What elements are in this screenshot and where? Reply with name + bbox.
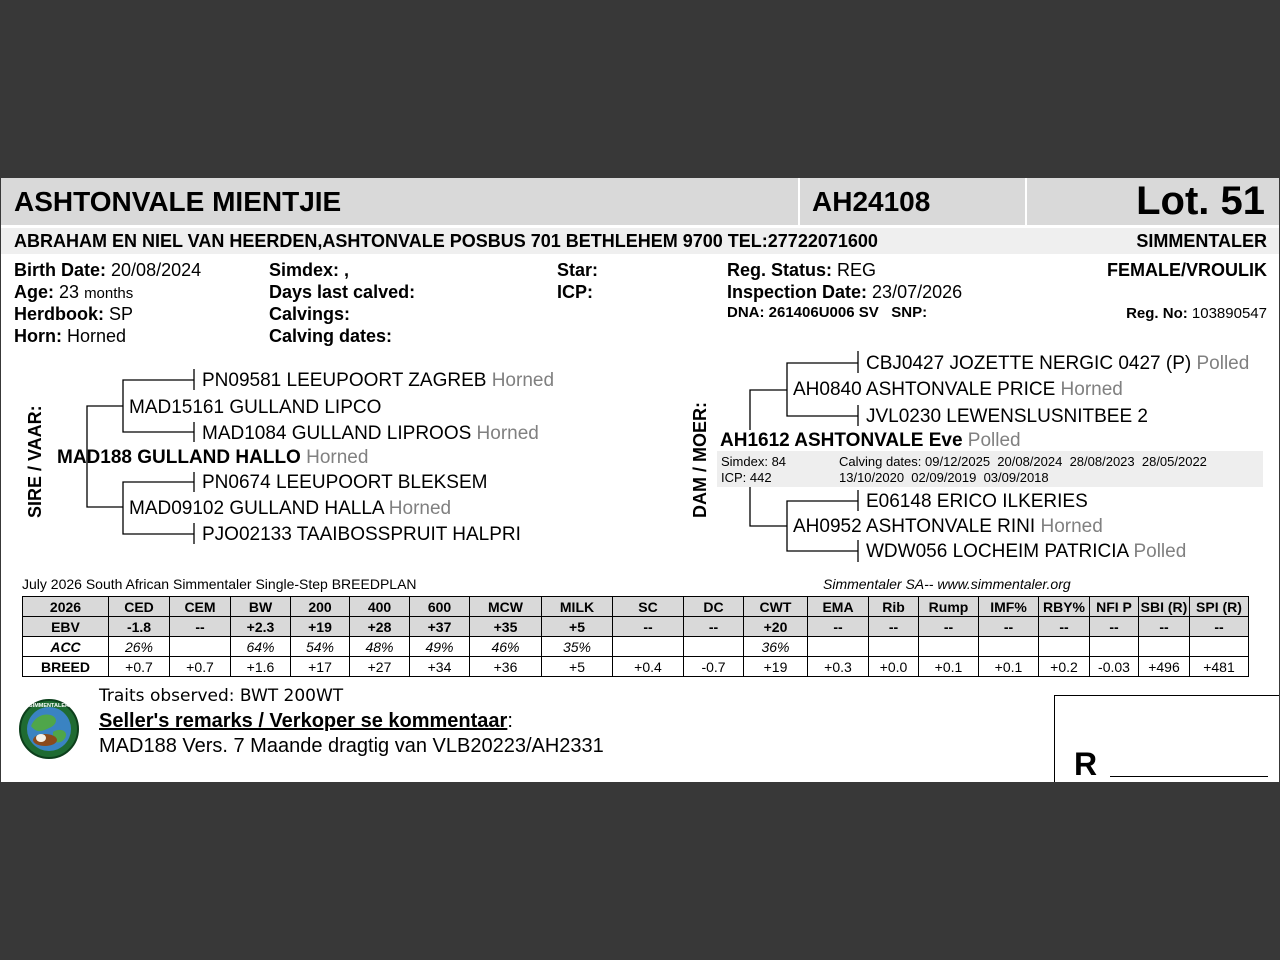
simdex-label: Simdex: , (269, 260, 350, 280)
logo-text: SIMMENTALER (29, 703, 69, 709)
ebv-cell: EMA (808, 597, 869, 617)
ebv-cell: 35% (542, 637, 613, 657)
ebv-cell: +0.7 (109, 657, 170, 677)
ebv-cell: -- (613, 617, 684, 637)
reg-no: 103890547 (1191, 305, 1267, 322)
ebv-cell: -- (979, 617, 1039, 637)
lot-card (1, 178, 1279, 782)
ebv-cell: +36 (470, 657, 542, 677)
ebv-cell: +27 (350, 657, 410, 677)
ebv-cell: +17 (291, 657, 350, 677)
ebv-cell: -0.7 (684, 657, 744, 677)
age-value: 23 (59, 282, 80, 302)
ebv-cell (613, 637, 684, 657)
ebv-cell: -1.8 (109, 617, 170, 637)
pedigree-ds: AH0840 ASHTONVALE PRICE Horned (793, 379, 1123, 400)
pedigree-sdd: PJO02133 TAAIBOSSPRUIT HALPRI (202, 524, 521, 545)
ebv-cell: 600 (410, 597, 470, 617)
ebv-cell (170, 637, 231, 657)
ebv-cell: +0.1 (919, 657, 979, 677)
dna-line: DNA: 261406U006 SV SNP: (727, 304, 928, 321)
r-signature-line (1110, 776, 1268, 777)
ebv-cell: BW (231, 597, 291, 617)
remarks-heading (99, 710, 513, 733)
icp-label: ICP: (557, 282, 593, 302)
ebv-cell: +0.3 (808, 657, 869, 677)
pedigree-dam: AH1612 ASHTONVALE Eve Polled (720, 430, 1021, 451)
inspection-row: Inspection Date: 23/07/2026 (727, 282, 963, 302)
ebv-cell (1139, 637, 1190, 657)
ebv-cell: Rump (919, 597, 979, 617)
ebv-cell: +496 (1139, 657, 1190, 677)
age-unit: months (84, 285, 134, 302)
horn-value: Horned (67, 326, 127, 346)
herdbook-value: SP (109, 304, 134, 324)
horn-row: Horn: Horned (14, 326, 127, 346)
ebv-cell: 2026 (23, 597, 109, 617)
dam-label: DAM / MOER: (690, 402, 710, 518)
ebv-cell: +19 (291, 617, 350, 637)
remarks-text: MAD188 Vers. 7 Maande dragtig van VLB20223/AH2331 (99, 735, 604, 757)
ebv-cell: +34 (410, 657, 470, 677)
ebv-cell: -- (1190, 617, 1249, 637)
ebv-row (23, 617, 1249, 637)
ebv-cell: +28 (350, 617, 410, 637)
ebv-cell: +20 (744, 617, 808, 637)
ebv-cell: BREED (23, 657, 109, 677)
r-label: R (1074, 746, 1098, 782)
ebv-cell: +0.1 (979, 657, 1039, 677)
ebv-cell: SPI (R) (1190, 597, 1249, 617)
ebv-cell: MILK (542, 597, 613, 617)
ebv-cell: 26% (109, 637, 170, 657)
ebv-cell (979, 637, 1039, 657)
ebv-cell: SBI (R) (1139, 597, 1190, 617)
ebv-cell: -- (1039, 617, 1090, 637)
pedigree-sire: MAD188 GULLAND HALLO Horned (57, 447, 369, 468)
remarks-colon: : (507, 710, 513, 732)
ebv-cell: -- (869, 617, 919, 637)
days-last-calved-label: Days last calved: (269, 282, 416, 302)
pedigree-ddd: WDW056 LOCHEIM PATRICIA Polled (866, 541, 1187, 562)
ebv-cell: +0.4 (613, 657, 684, 677)
ebv-cell: ACC (23, 637, 109, 657)
dam-info-box (717, 451, 1263, 487)
ebv-cell: EBV (23, 617, 109, 637)
pedigree-dsd: JVL0230 LEWENSLUSNITBEE 2 (866, 406, 1148, 427)
dam-calving-dates-2: 13/10/2020 02/09/2019 03/09/2018 (839, 470, 1049, 485)
ebv-cell: Rib (869, 597, 919, 617)
pedigree-sss: PN09581 LEEUPOORT ZAGREB Horned (202, 370, 555, 391)
breedplan-site: Simmentaler SA-- www.simmentaler.org (823, 576, 1071, 592)
ebv-cell: IMF% (979, 597, 1039, 617)
age-row: Age: 23 months (14, 282, 134, 302)
birth-date-row: Birth Date: 20/08/2024 (14, 260, 202, 280)
ebv-cell: MCW (470, 597, 542, 617)
calvings-label: Calvings: (269, 304, 351, 324)
ebv-cell: -- (919, 617, 979, 637)
sire-label: SIRE / VAAR: (25, 405, 45, 518)
ebv-cell: +0.7 (170, 657, 231, 677)
reg-status-row: Reg. Status: REG (727, 260, 877, 280)
ebv-cell: 49% (410, 637, 470, 657)
ebv-cell (1190, 637, 1249, 657)
pedigree-sd: MAD09102 GULLAND HALLA Horned (129, 498, 452, 519)
ebv-cell: SC (613, 597, 684, 617)
pedigree-ss: MAD15161 GULLAND LIPCO (129, 397, 382, 418)
ebv-table (22, 596, 1249, 677)
inspection-date: 23/07/2026 (872, 282, 963, 302)
ebv-cell: 54% (291, 637, 350, 657)
ebv-cell: CED (109, 597, 170, 617)
ebv-cell: 64% (231, 637, 291, 657)
pedigree-ssd: MAD1084 GULLAND LIPROOS Horned (202, 423, 539, 444)
ebv-cell (1090, 637, 1139, 657)
ebv-cell: +1.6 (231, 657, 291, 677)
ebv-cell: 200 (291, 597, 350, 617)
ebv-cell (808, 637, 869, 657)
ebv-cell: -0.03 (1090, 657, 1139, 677)
herdbook-row: Herdbook: SP (14, 304, 134, 324)
owner-text: ABRAHAM EN NIEL VAN HEERDEN,ASHTONVALE POSBUS 701 BETHLEHEM 9700 TEL:27722071600 (14, 231, 878, 251)
dam-simdex: Simdex: 84 (721, 454, 787, 469)
ebv-cell: +35 (470, 617, 542, 637)
ebv-cell: -- (170, 617, 231, 637)
breed-row (23, 657, 1249, 677)
animal-name: ASHTONVALE MIENTJIE (14, 186, 342, 217)
sex-label: FEMALE/VROULIK (1107, 260, 1267, 280)
pedigree-dds: E06148 ERICO ILKERIES (866, 491, 1088, 512)
pedigree-dd: AH0952 ASHTONVALE RINI Horned (793, 516, 1103, 537)
breed-label: SIMMENTALER (1136, 231, 1267, 251)
acc-row (23, 637, 1249, 657)
ebv-cell: CEM (170, 597, 231, 617)
ebv-cell: 48% (350, 637, 410, 657)
ebv-cell: -- (684, 617, 744, 637)
ebv-cell: +37 (410, 617, 470, 637)
simmentaler-logo (15, 698, 83, 760)
ebv-cell (919, 637, 979, 657)
ebv-cell: +481 (1190, 657, 1249, 677)
reg-no-row: Reg. No: 103890547 (1126, 305, 1267, 322)
ebv-cell: CWT (744, 597, 808, 617)
ebv-cell (869, 637, 919, 657)
ebv-header-row (23, 597, 1249, 617)
ebv-cell: 36% (744, 637, 808, 657)
dam-icp: ICP: 442 (721, 470, 772, 485)
ebv-cell: -- (1139, 617, 1190, 637)
ebv-cell: -- (808, 617, 869, 637)
breedplan-title: July 2026 South African Simmentaler Single-Step BREEDPLAN (22, 576, 417, 592)
ebv-cell: DC (684, 597, 744, 617)
remarks-title: Seller's remarks / Verkoper se kommentaar (99, 710, 508, 732)
ebv-cell: 400 (350, 597, 410, 617)
pedigree-dss: CBJ0427 JOZETTE NERGIC 0427 (P) Polled (866, 353, 1250, 374)
lot-number: Lot. 51 (1136, 179, 1265, 223)
traits-observed: Traits observed: BWT 200WT (99, 686, 344, 706)
animal-reg-id: AH24108 (812, 186, 931, 217)
ebv-cell: +5 (542, 657, 613, 677)
reg-status: REG (837, 260, 877, 280)
ebv-cell: +19 (744, 657, 808, 677)
ebv-cell: -- (1090, 617, 1139, 637)
ebv-cell: +5 (542, 617, 613, 637)
ebv-cell: +0.2 (1039, 657, 1090, 677)
ebv-cell: +2.3 (231, 617, 291, 637)
ebv-cell: 46% (470, 637, 542, 657)
dam-calving-dates: Calving dates: 09/12/2025 20/08/2024 28/08/2023 28/05/2022 (839, 454, 1207, 469)
r-signature-box (1054, 695, 1279, 782)
calving-dates-label: Calving dates: (269, 326, 393, 346)
pedigree-sds: PN0674 LEEUPOORT BLEKSEM (202, 472, 488, 493)
star-label: Star: (557, 260, 599, 280)
ebv-cell: +0.0 (869, 657, 919, 677)
ebv-cell (684, 637, 744, 657)
ebv-cell: RBY% (1039, 597, 1090, 617)
birth-date: 20/08/2024 (111, 260, 202, 280)
ebv-cell (1039, 637, 1090, 657)
ebv-cell: NFI P (1090, 597, 1139, 617)
